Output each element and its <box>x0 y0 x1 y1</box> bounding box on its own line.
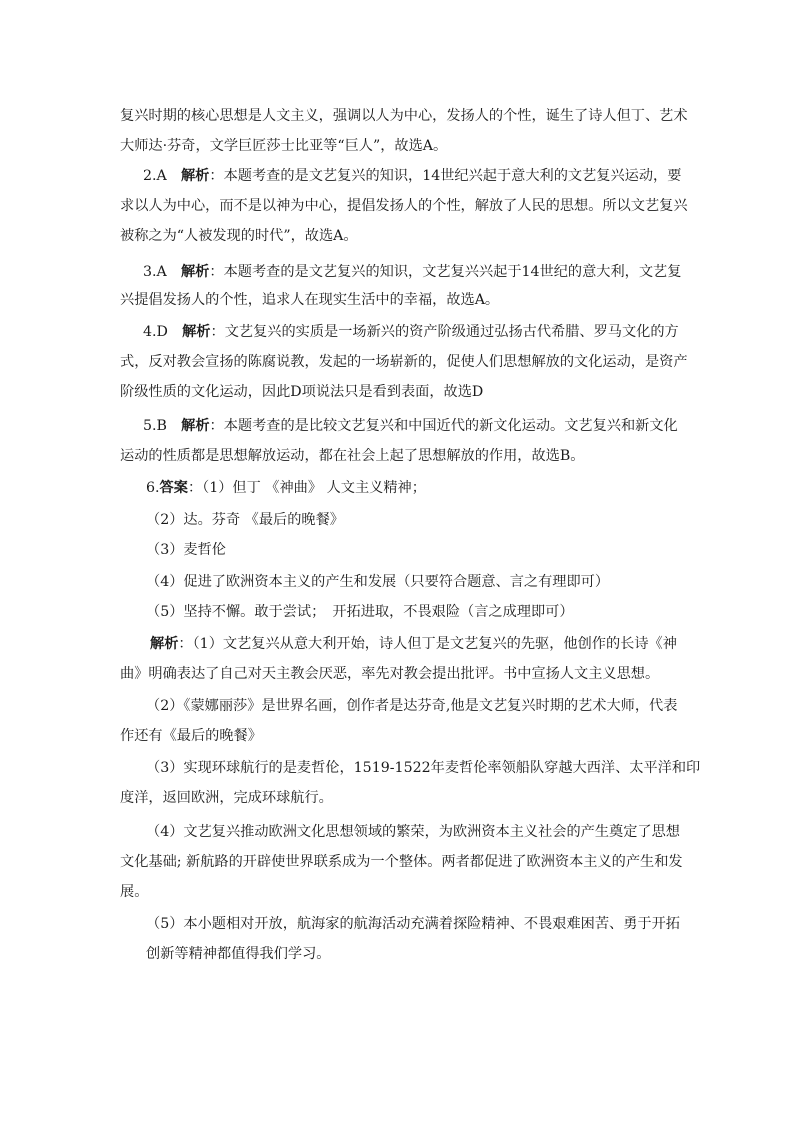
text-line: 式，反对教会宣扬的陈腐说教，发起的一场崭新的，促使人们思想解放的文化运动，是资产 <box>120 354 688 370</box>
answer-5-line: 5.B 解析：本题考查的是比较文艺复兴和中国近代的新文化运动。文艺复兴和新文化 <box>143 418 678 434</box>
text-line: 作还有《最后的晚餐》 <box>120 728 262 744</box>
analysis-label: 解析 <box>150 636 179 652</box>
text-line: 文化基础; 新航路的开辟使世界联系成为一个整体。两者都促进了欧洲资本主义的产生和发 <box>120 854 683 870</box>
analysis-6-line: 解析：（1）文艺复兴从意大利开始，诗人但丁是文艺复兴的先驱，他创作的长诗《神 <box>150 636 677 652</box>
text-line: （2）达。芬奇 《最后的晚餐》 <box>146 512 344 528</box>
text-line: （3）实现环球航行的是麦哲伦，1519-1522年麦哲伦率领船队穿越大西洋、太平洋和印 <box>146 760 701 776</box>
answer-label: 答案 <box>159 480 188 496</box>
answer-6-line: 6.答案：（1）但丁 《神曲》 人文主义精神； <box>146 480 426 496</box>
analysis-label: 解析 <box>181 418 210 434</box>
analysis-label: 解析 <box>180 264 210 280</box>
text-line: （5）坚持不懈。敢于尝试； 开拓进取，不畏艰险（言之成理即可） <box>146 604 574 620</box>
text-line: 运动的性质都是思想解放运动，都在社会上起了思想解放的作用，故选B。 <box>120 448 585 464</box>
text-line: 大师达·芬奇，文学巨匠莎士比亚等“巨人”，故选A。 <box>120 138 448 154</box>
text-line: （2）《蒙娜丽莎》是世界名画，创作者是达芬奇,他是文艺复兴时期的艺术大师，代表 <box>146 698 678 714</box>
text-line: 求以人为中心，而不是以神为中心，提倡发扬人的个性，解放了人民的思想。所以文艺复兴 <box>120 198 688 214</box>
text-line: 被称之为“人被发现的时代”，故选A。 <box>120 228 358 244</box>
text-line: 兴提倡发扬人的个性，追求人在现实生活中的幸福，故选A。 <box>120 292 500 308</box>
analysis-label: 解析 <box>182 324 211 340</box>
text-line: （5）本小题相对开放，航海家的航海活动充满着探险精神、不畏艰难困苦、勇于开拓 <box>146 916 680 932</box>
answer-4-line: 4.D 解析：文艺复兴的实质是一场新兴的资产阶级通过弘扬古代希腊、罗马文化的方 <box>143 324 679 340</box>
text-line: 度洋，返回欧洲，完成环球航行。 <box>120 790 333 806</box>
answer-2-line: 2.A 解析：本题考查的是文艺复兴的知识，14世纪兴起于意大利的文艺复兴运动，要 <box>143 168 682 184</box>
text-line: 曲》明确表达了自己对天主教会厌恶，率先对教会提出批评。书中宣扬人文主义思想。 <box>120 666 660 682</box>
text-line: 复兴时期的核心思想是人文主义，强调以人为中心，发扬人的个性，诞生了诗人但丁、艺术 <box>120 108 688 124</box>
text-line: 展。 <box>120 884 149 900</box>
text-line: 阶级性质的文化运动，因此D项说法只是看到表面，故选D <box>120 384 484 400</box>
text-line: （4）文艺复兴推动欧洲文化思想领域的繁荣，为欧洲资本主义社会的产生奠定了思想 <box>146 824 680 840</box>
text-line: （4）促进了欧洲资本主义的产生和发展（只要符合题意、言之有理即可） <box>146 574 610 590</box>
answer-3-line: 3.A 解析：本题考查的是文艺复兴的知识，文艺复兴兴起于14世纪的意大利，文艺复 <box>143 264 682 280</box>
analysis-label: 解析 <box>180 168 210 184</box>
text-line: 创新等精神都值得我们学习。 <box>146 946 331 962</box>
text-line: （3）麦哲伦 <box>146 542 226 558</box>
